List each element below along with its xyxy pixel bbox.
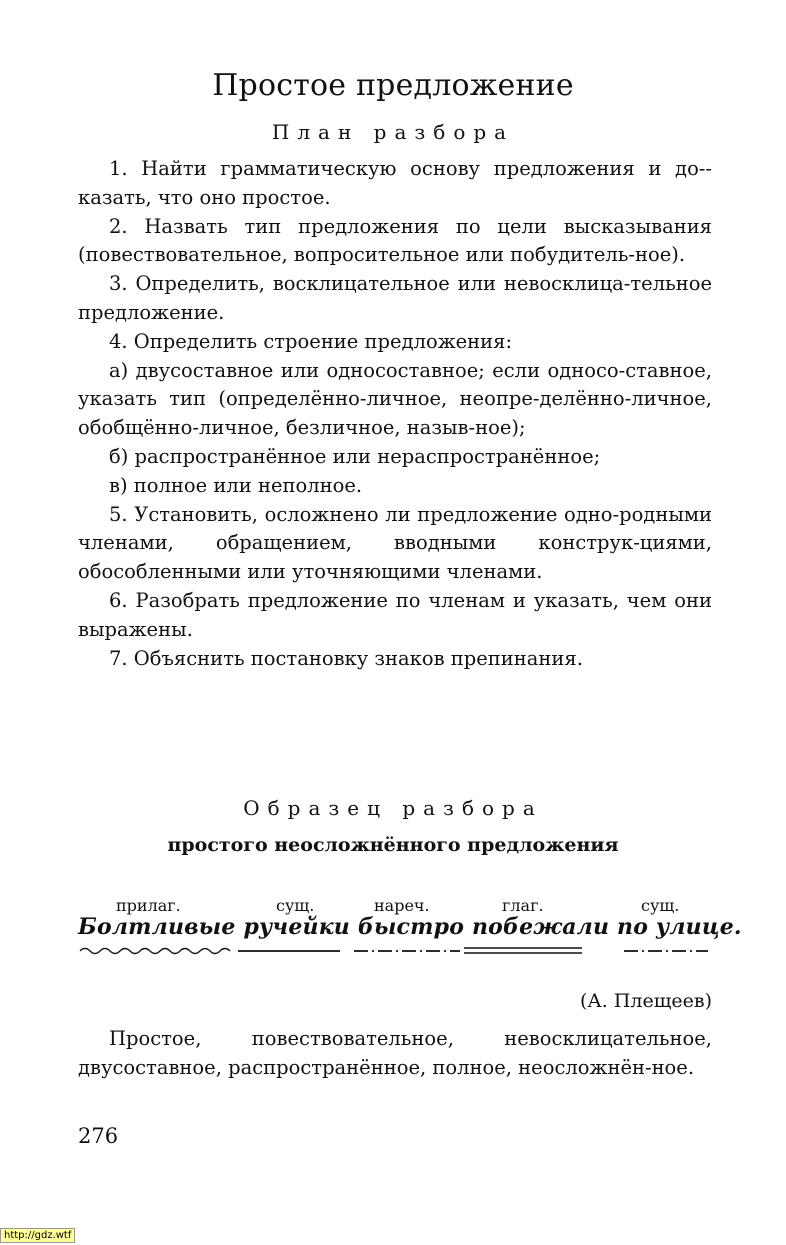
syntax-underlines: [78, 896, 712, 976]
plan-item: 2. Назвать тип предложения по цели высказывания (повествовательное, вопросительное или побудитель-ное).: [78, 214, 712, 267]
plan-list: [78, 155, 712, 673]
plan-item: а) двусоставное или односоставное; если односо-ставное, указать тип (определённо-личное, неопре-делённо-личное, обобщённо-личное, безличное, назыв-ное);: [78, 358, 712, 440]
plan-item: б) распространённое или нераспространённое;: [109, 444, 601, 468]
plan-item: 4. Определить строение предложения:: [109, 329, 513, 353]
plan-item: 7. Объяснить постановку знаков препинания.: [109, 646, 583, 670]
plan-heading: План разбора: [271, 120, 515, 144]
analysis-conclusion: Простое, повествовательное, невосклицательное, двусоставное, распространённое, полное, неосложнён-ное.: [78, 1027, 712, 1079]
pos-label: нареч.: [374, 896, 430, 915]
pos-label: сущ.: [276, 896, 315, 915]
plan-item: 6. Разобрать предложение по членам и указать, чем они выражены.: [78, 588, 712, 641]
plan-item: 1. Найти грамматическую основу предложения и до-казать, что оно простое.: [78, 157, 712, 209]
sample-subheading: простого неосложнённого предложения: [167, 834, 619, 856]
sentence-word: Болтливые: [78, 914, 236, 940]
sentence-word: по: [617, 914, 649, 940]
sentence-analysis: [78, 896, 742, 976]
pos-label: сущ.: [641, 896, 680, 915]
sample-heading: Образец разбора: [243, 796, 543, 820]
wavy-underline: [80, 949, 230, 954]
page-title: Простое предложение: [212, 68, 574, 103]
pos-label: прилаг.: [116, 896, 181, 915]
sentence-word: улице.: [655, 914, 742, 940]
sentence-word: побежали: [471, 914, 610, 940]
page-number: 276: [78, 1124, 119, 1148]
sentence-word: ручейки: [243, 914, 350, 940]
sentence-word: быстро: [357, 914, 465, 940]
plan-item: 3. Определить, восклицательное или невосклица-тельное предложение.: [78, 272, 712, 324]
plan-item: в) полное или неполное.: [109, 473, 363, 497]
attribution: (А. Плещеев): [579, 990, 712, 1012]
watermark-link[interactable]: http://gdz.wtf: [0, 1228, 75, 1243]
plan-item: 5. Установить, осложнено ли предложение одно-родными членами, обращением, вводными конструк-циями, обособленными или уточняющими членами.: [78, 502, 712, 584]
pos-label: глаг.: [502, 896, 544, 915]
